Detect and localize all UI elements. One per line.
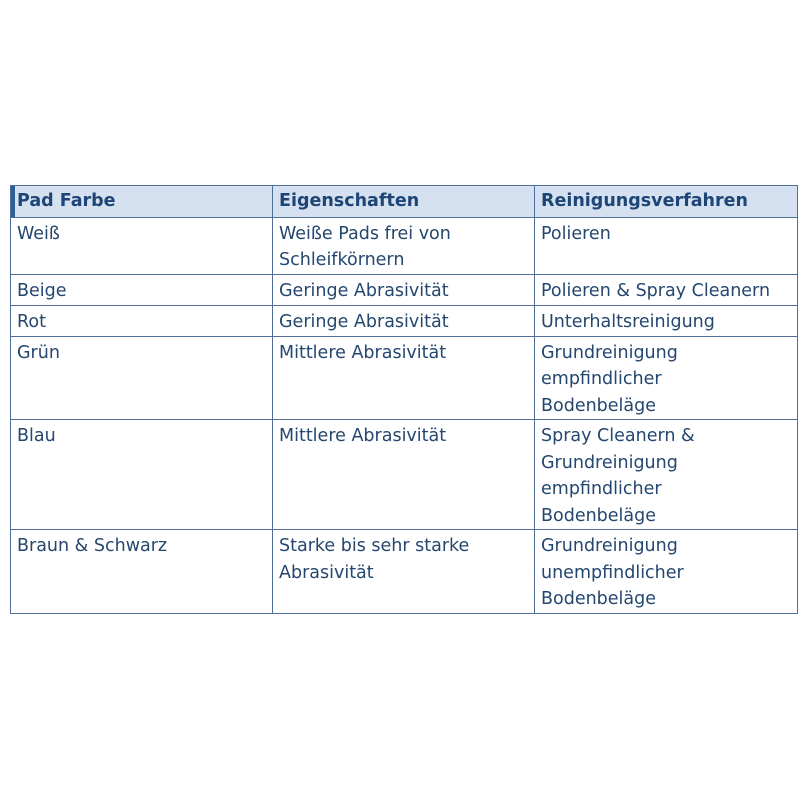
table-header-row — [11, 186, 798, 218]
cell-text: Blau — [17, 426, 56, 446]
cell-pad-color — [11, 530, 273, 614]
cell-properties — [273, 305, 535, 336]
pad-color-table — [10, 185, 798, 614]
cell-text: Beige — [17, 280, 67, 301]
cell-text: Geringe Abrasivität — [279, 280, 449, 301]
cell-text: Schleifkörnern — [279, 250, 405, 270]
cell-text: Grundreinigung — [541, 342, 678, 363]
header-reinigungsverfahren: Reinigungsverfahren — [535, 186, 798, 218]
table-row — [11, 305, 798, 336]
cell-text: Bodenbeläge — [541, 589, 657, 609]
cell-procedure — [535, 336, 798, 420]
cell-pad-color — [11, 336, 273, 420]
cell-text: Grundreinigung — [541, 452, 678, 473]
cell-text: unempfindlicher — [541, 562, 684, 583]
table-row — [11, 420, 798, 530]
cell-text: Spray Cleanern & — [541, 426, 695, 446]
cell-procedure — [535, 530, 798, 614]
cell-properties — [273, 274, 535, 305]
table-row — [11, 274, 798, 305]
cell-text: Weiße Pads frei von — [279, 223, 451, 244]
cell-text: Mittlere Abrasivität — [279, 342, 447, 363]
cell-text: Bodenbeläge — [541, 395, 657, 416]
cell-text: Unterhaltsreinigung — [541, 311, 715, 332]
cell-properties — [273, 336, 535, 420]
cell-text: Grün — [17, 342, 60, 363]
cell-properties — [273, 217, 535, 274]
cell-text: Braun & Schwarz — [17, 536, 168, 556]
header-eigenschaften: Eigenschaften — [273, 186, 535, 218]
cell-text: Abrasivität — [279, 562, 374, 583]
cell-pad-color — [11, 217, 273, 274]
table-row — [11, 217, 798, 274]
cell-pad-color — [11, 305, 273, 336]
cell-text: Rot — [17, 311, 46, 332]
header-pad-farbe: Pad Farbe — [11, 186, 273, 218]
cell-text: Bodenbeläge — [541, 505, 657, 526]
cell-text: Weiß — [17, 223, 60, 244]
cell-text: empfindlicher — [541, 479, 662, 499]
cell-procedure — [535, 305, 798, 336]
cell-properties — [273, 420, 535, 530]
cell-procedure — [535, 420, 798, 530]
cell-text: Starke bis sehr starke — [279, 536, 470, 556]
cell-text: Geringe Abrasivität — [279, 311, 449, 332]
table-row — [11, 336, 798, 420]
cell-text: Polieren & Spray Cleanern — [541, 280, 771, 301]
cell-procedure — [535, 217, 798, 274]
cell-text: Mittlere Abrasivität — [279, 426, 447, 446]
table-row — [11, 530, 798, 614]
cell-text: Polieren — [541, 223, 611, 244]
cell-text: Grundreinigung — [541, 536, 678, 556]
cell-pad-color — [11, 274, 273, 305]
cell-pad-color — [11, 420, 273, 530]
cell-text: empfindlicher — [541, 369, 662, 389]
cell-procedure — [535, 274, 798, 305]
cell-properties — [273, 530, 535, 614]
